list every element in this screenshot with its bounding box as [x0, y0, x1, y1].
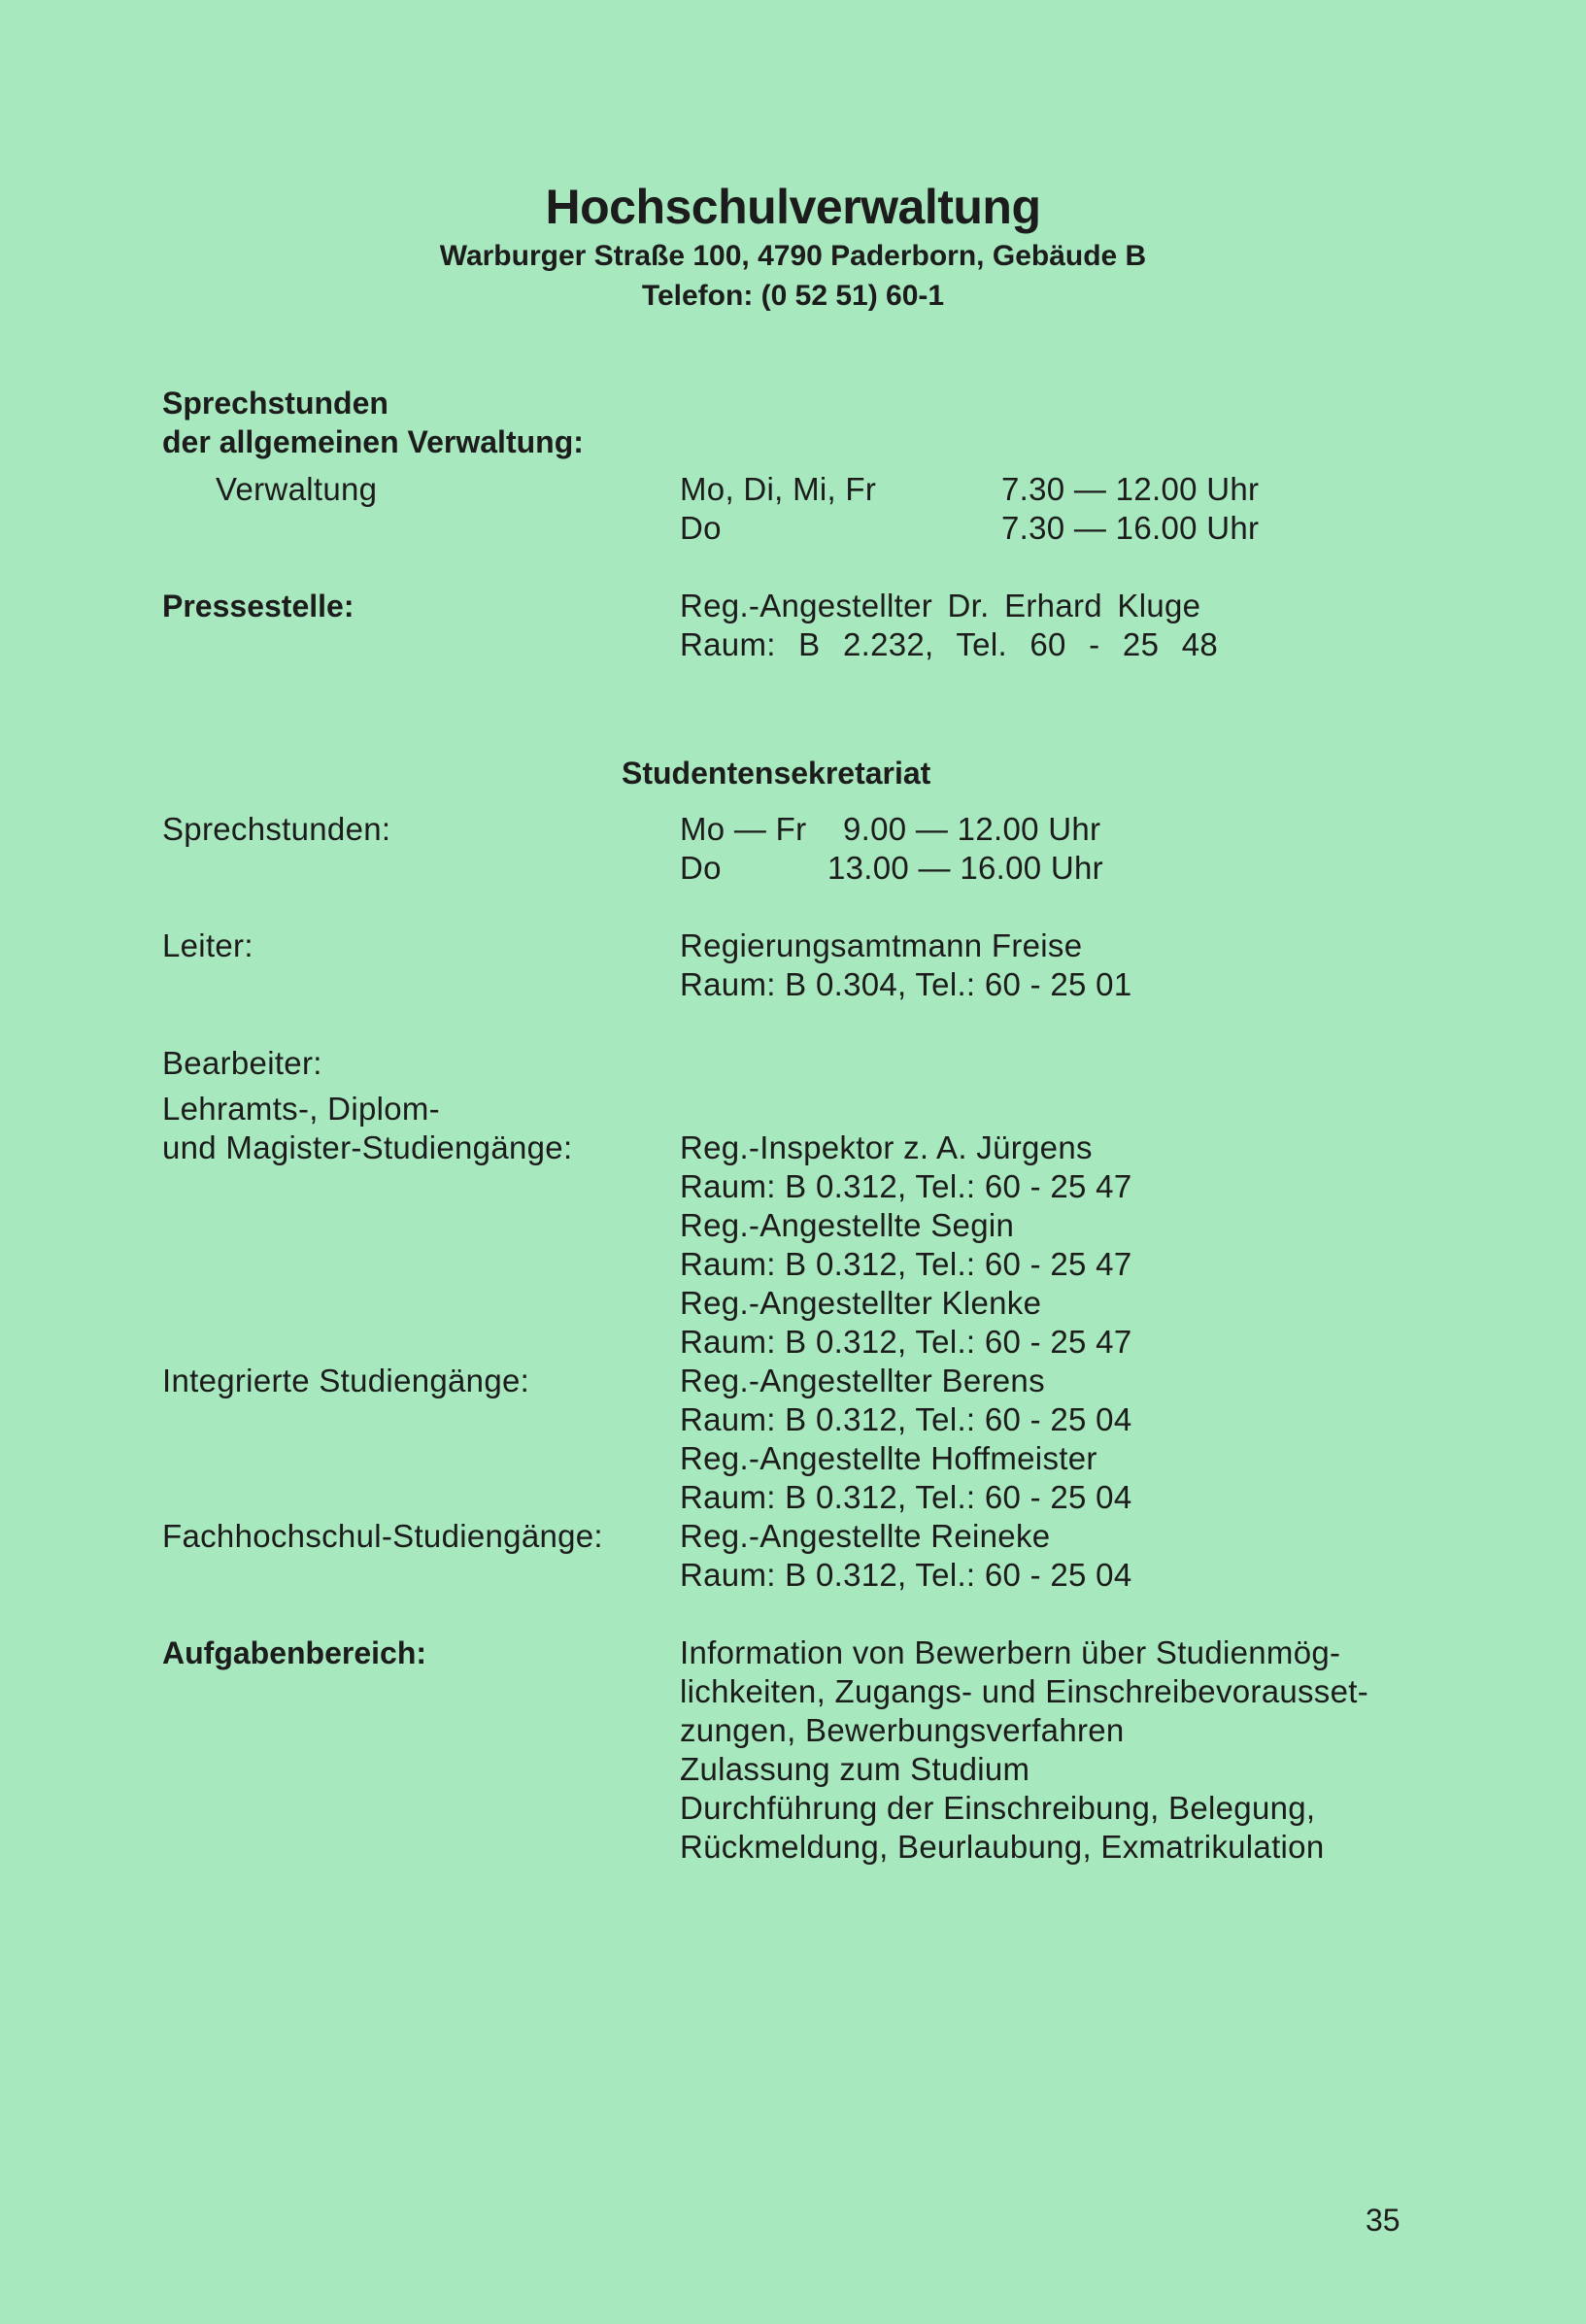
leader-label: Leiter:	[162, 927, 253, 963]
group-3-line: Raum: B 0.312, Tel.: 60 - 25 04	[680, 1557, 1132, 1593]
tasks-lines	[680, 1634, 1368, 1867]
general-hours-heading-2: der allgemeinen Verwaltung:	[162, 424, 584, 459]
general-hours-heading-1: Sprechstunden	[162, 386, 388, 421]
general-time-2: 7.30 — 16.00 Uhr	[1001, 510, 1260, 546]
staff-label: Bearbeiter:	[162, 1045, 322, 1081]
page-number: 35	[1366, 2203, 1400, 2238]
phone-line: Telefon: (0 52 51) 60-1	[641, 280, 945, 312]
group-1-line: Raum: B 0.312, Tel.: 60 - 25 47	[680, 1246, 1132, 1282]
address-line: Warburger Straße 100, 4790 Paderborn, Gebäude B	[439, 240, 1147, 272]
general-label: Verwaltung	[216, 471, 378, 507]
leader-line-1: Regierungsamtmann Freise	[680, 927, 1083, 963]
task-line: zungen, Bewerbungsverfahren	[680, 1712, 1125, 1748]
secretariat-time-1: 9.00 — 12.00 Uhr	[843, 811, 1101, 847]
group-2-line: Reg.-Angestellter Berens	[680, 1363, 1045, 1398]
group-2-line: Raum: B 0.312, Tel.: 60 - 25 04	[680, 1401, 1132, 1437]
group-1-label-2: und Magister-Studiengänge:	[162, 1129, 573, 1165]
group-2-label: Integrierte Studiengänge:	[162, 1363, 530, 1398]
group-3-label: Fachhochschul-Studiengänge:	[162, 1518, 603, 1554]
secretariat-time-2: 13.00 — 16.00 Uhr	[827, 850, 1103, 886]
general-days-1: Mo, Di, Mi, Fr	[680, 471, 877, 507]
task-line: lichkeiten, Zugangs- und Einschreibevorausset-	[680, 1673, 1369, 1709]
group-2-lines	[680, 1362, 1131, 1517]
secretariat-days-1: Mo — Fr	[680, 811, 807, 847]
tasks-label: Aufgabenbereich:	[162, 1635, 427, 1670]
press-line-2: Raum: B 2.232, Tel. 60 - 25 48	[680, 626, 1218, 662]
secretariat-hours-label: Sprechstunden:	[162, 811, 391, 847]
press-label: Pressestelle:	[162, 589, 354, 623]
group-1-label-1: Lehramts-, Diplom-	[162, 1091, 440, 1127]
leader-line-2: Raum: B 0.304, Tel.: 60 - 25 01	[680, 966, 1132, 1002]
group-3-lines	[680, 1517, 1131, 1595]
group-2-line: Reg.-Angestellte Hoffmeister	[680, 1440, 1097, 1476]
group-1-line: Raum: B 0.312, Tel.: 60 - 25 47	[680, 1324, 1132, 1360]
task-line: Durchführung der Einschreibung, Belegung,	[680, 1790, 1316, 1826]
group-1-lines	[680, 1128, 1131, 1362]
group-1-line: Raum: B 0.312, Tel.: 60 - 25 47	[680, 1168, 1132, 1204]
group-1-line: Reg.-Angestellter Klenke	[680, 1285, 1042, 1321]
secretariat-heading: Studentensekretariat	[622, 756, 931, 791]
task-line: Zulassung zum Studium	[680, 1751, 1030, 1787]
group-1-line: Reg.-Inspektor z. A. Jürgens	[680, 1129, 1093, 1165]
task-line: Information von Bewerbern über Studienmög-	[680, 1634, 1341, 1670]
secretariat-days-2: Do	[680, 850, 722, 886]
general-time-1: 7.30 — 12.00 Uhr	[1001, 471, 1260, 507]
group-3-line: Reg.-Angestellte Reineke	[680, 1518, 1051, 1554]
group-2-line: Raum: B 0.312, Tel.: 60 - 25 04	[680, 1479, 1132, 1515]
press-line-1: Reg.-Angestellter Dr. Erhard Kluge	[680, 588, 1201, 623]
general-days-2: Do	[680, 510, 722, 546]
page-title: Hochschulverwaltung	[545, 180, 1041, 234]
task-line: Rückmeldung, Beurlaubung, Exmatrikulation	[680, 1829, 1325, 1865]
group-1-line: Reg.-Angestellte Segin	[680, 1207, 1015, 1243]
